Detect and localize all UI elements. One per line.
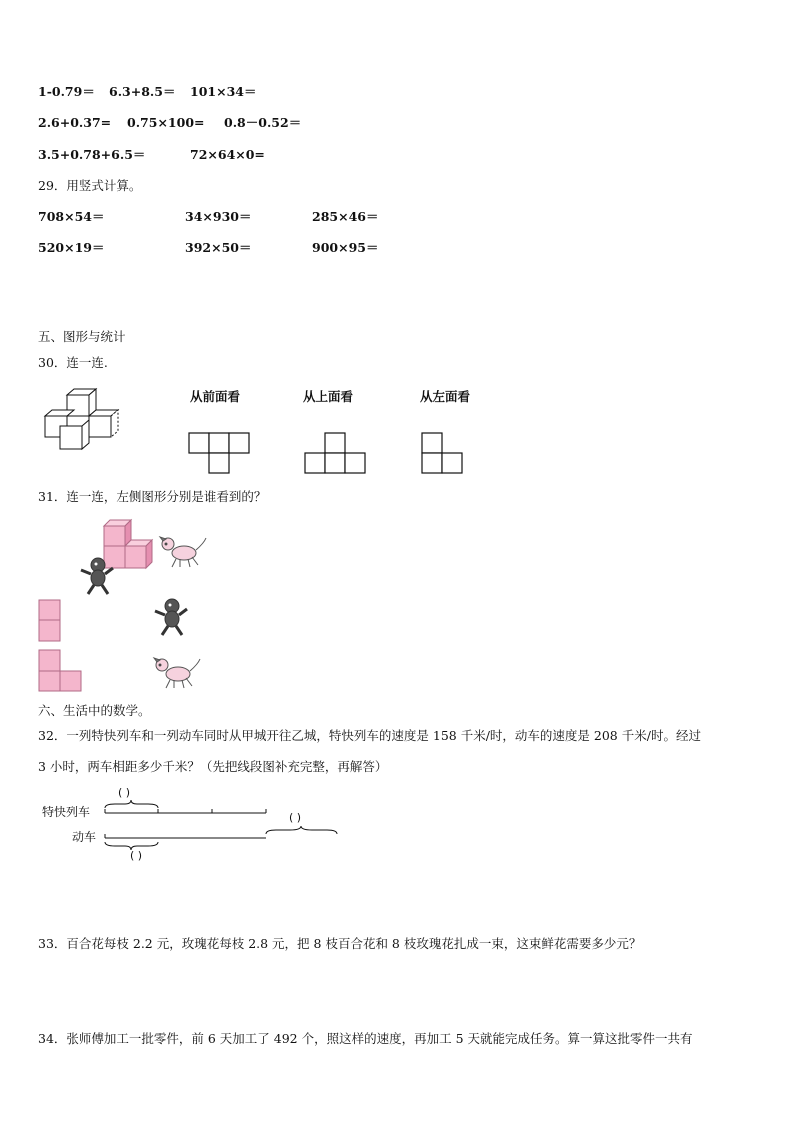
view-label-top: 从上面看 xyxy=(303,389,354,404)
q32-text-line1: 32．一列特快列车和一列动车同时从甲城开往乙城，特快列车的速度是 158 千米/时，动车的速度是 208 千米/时。经过 xyxy=(38,728,701,743)
vertical-calc-item: 708×54＝ xyxy=(38,209,105,224)
calc-item: 0.8－0.52＝ xyxy=(224,115,302,130)
monkey-icon xyxy=(152,597,190,637)
vertical-calc-item: 392×50＝ xyxy=(185,240,252,255)
calc-item: 0.75×100= xyxy=(127,115,205,130)
vertical-calc-item: 520×19＝ xyxy=(38,240,105,255)
dog-icon xyxy=(158,535,208,571)
q33-text: 33．百合花每枝 2.2 元，玫瑰花每枝 2.8 元，把 8 枝百合花和 8 枝玫瑰花扎成一束，这束鲜花需要多少元？ xyxy=(38,936,642,951)
pink-view-l-shape xyxy=(38,649,84,693)
q31-title: 31．连一连，左侧图形分别是谁看到的？ xyxy=(38,489,267,504)
section-six-title: 六、生活中的数学。 xyxy=(38,703,151,718)
calc-item: 101×34＝ xyxy=(190,84,257,99)
monkey-icon xyxy=(78,556,116,596)
calc-item: 1-0.79＝ xyxy=(38,84,95,99)
section-five-title: 五、图形与统计 xyxy=(38,329,126,344)
blank-paren-bottom: ( ) xyxy=(130,849,143,862)
q32-text-line2: 3 小时，两车相距多少千米？（先把线段图补充完整，再解答） xyxy=(38,759,388,774)
vertical-calc-item: 900×95＝ xyxy=(312,240,379,255)
vertical-calc-item: 34×930＝ xyxy=(185,209,252,224)
calc-item: 72×64×0= xyxy=(190,147,265,162)
view-label-left: 从左面看 xyxy=(420,389,471,404)
segment-diagram xyxy=(100,798,340,848)
calc-item: 2.6+0.37= xyxy=(38,115,112,130)
view-label-front: 从前面看 xyxy=(190,389,241,404)
calc-item: 6.3+8.5＝ xyxy=(109,84,176,99)
dog-icon xyxy=(152,656,202,692)
blank-paren-top: ( ) xyxy=(118,786,131,799)
view-shape-left xyxy=(421,432,463,474)
view-shape-top xyxy=(304,432,366,474)
pink-view-column xyxy=(38,599,62,643)
segment-label-express: 特快列车 xyxy=(42,805,91,819)
blank-paren-right: ( ) xyxy=(289,811,302,824)
vertical-calc-item: 285×46＝ xyxy=(312,209,379,224)
calc-item: 3.5+0.78+6.5＝ xyxy=(38,147,146,162)
view-shape-front xyxy=(188,432,250,474)
q34-text: 34．张师傅加工一批零件，前 6 天加工了 492 个，照这样的速度，再加工 5 天就能完成任务。算一算这批零件一共有 xyxy=(38,1031,693,1046)
cube-stack-figure xyxy=(40,388,140,458)
q29-title: 29．用竖式计算。 xyxy=(38,178,142,193)
q30-title: 30．连一连. xyxy=(38,355,108,370)
segment-label-emu: 动车 xyxy=(72,830,97,844)
